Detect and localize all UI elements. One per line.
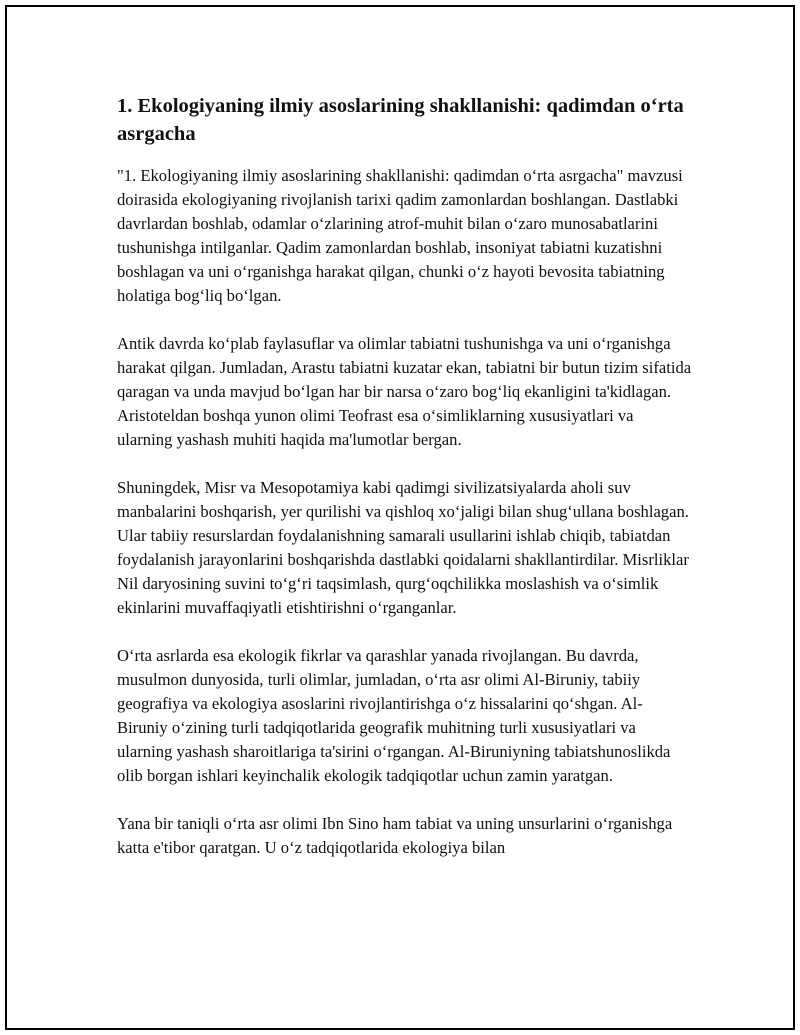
document-body [117,92,692,884]
paragraph-3: Shuningdek, Misr va Mesopotamiya kabi qadimgi sivilizatsiyalarda aholi suv manbalarini boshqarish, yer qurilishi va qishloq xo‘jaligi bilan shug‘ullana boshlagan. Ular tabiiy resurslardan foydalanishning samarali usullarini ishlab chiqib, tabiatdan foydalanish jarayonlarini boshqarishda dastlabki qoidalarni shakllantirdilar. Misrliklar Nil daryosining suvini to‘g‘ri taqsimlash, qurg‘oqchilikka moslashish va o‘simlik ekinlarini muvaffaqiyatli etishtirishni o‘rganganlar. [117,478,689,617]
document-heading: 1. Ekologiyaning ilmiy asoslarining shakllanishi: qadimdan o‘rta asrgacha [117,95,684,145]
paragraph-2: Antik davrda ko‘plab faylasuflar va olimlar tabiatni tushunishga va uni o‘rganishga harakat qilgan. Jumladan, Arastu tabiatni kuzatar ekan, tabiatni bir butun tizim sifatida qaragan va unda mavjud bo‘lgan har bir narsa o‘zaro bog‘liq ekanligini ta'kidlagan. Aristoteldan boshqa yunon olimi Teofrast esa o‘simliklarning xususiyatlari va ularning yashash muhiti haqida ma'lumotlar bergan. [117,334,692,449]
paragraph-4: O‘rta asrlarda esa ekologik fikrlar va qarashlar yanada rivojlangan. Bu davrda, musulmon dunyosida, turli olimlar, jumladan, o‘rta asr olimi Al-Biruniy, tabiiy geografiya va ekologiya asoslarini rivojlantirishga o‘z hissalarini qo‘shgan. Al-Biruniy o‘zining turli tadqiqotlarida geografik muhitning turli xususiyatlari va ularning yashash sharoitlariga ta'sirini o‘rgangan. Al-Biruniyning tabiatshunoslikda olib borgan ishlari keyinchalik ekologik tadqiqotlar uchun zamin yaratgan. [117,646,671,785]
paragraph-1: "1. Ekologiyaning ilmiy asoslarining shakllanishi: qadimdan o‘rta asrgacha" mavzusi doirasida ekologiyaning rivojlanish tarixi qadim zamonlardan boshlangan. Dastlabki davrlardan boshlab, odamlar o‘zlarining atrof-muhit bilan o‘zaro munosabatlarini tushunishga intilganlar. Qadim zamonlardan boshlab, insoniyat tabiatni kuzatishni boshlagan va uni o‘rganishga harakat qilgan, chunki o‘z hayoti bevosita tabiatning holatiga bog‘liq bo‘lgan. [117,166,683,305]
paragraph-5: Yana bir taniqli o‘rta asr olimi Ibn Sino ham tabiat va uning unsurlarini o‘rganishga katta e'tibor qaratgan. U o‘z tadqiqotlarida ekologiya bilan [117,814,673,857]
